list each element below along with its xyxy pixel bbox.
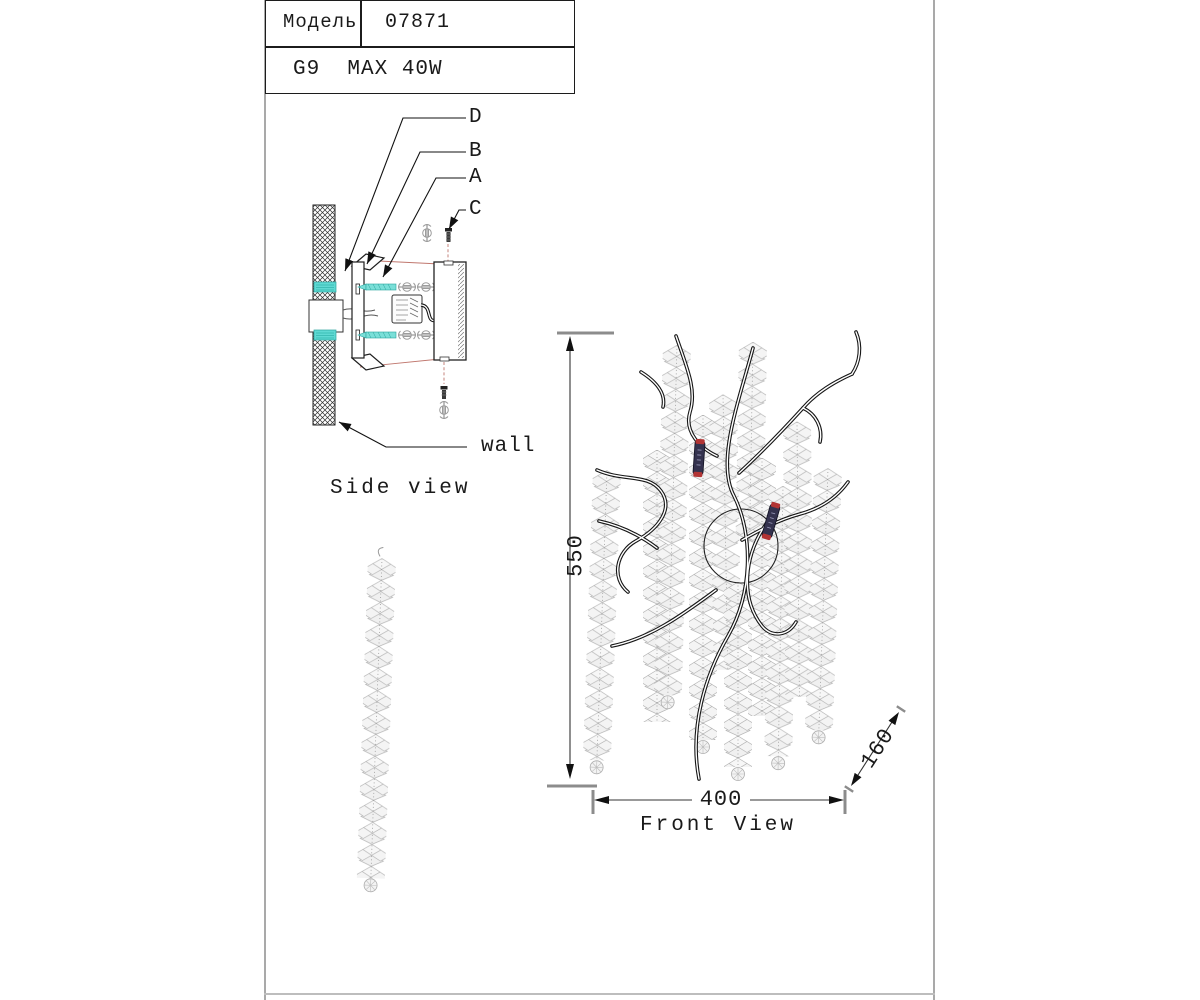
leader-line-wall (339, 422, 467, 447)
screw-head-icon (417, 283, 435, 292)
finial-screw-icon (440, 401, 449, 419)
small-screw (445, 228, 452, 242)
dim-depth-label: 160 (855, 723, 901, 774)
part-label-B: B (469, 140, 483, 163)
leader-line-D (345, 118, 466, 271)
side-view-title: Side view (330, 477, 471, 500)
finial-screw-icon (423, 224, 432, 242)
small-screw (441, 386, 448, 399)
socket-spec: G9 MAX 40W (293, 58, 443, 81)
leader-line-B (367, 152, 466, 264)
mounting-bracket (352, 254, 384, 370)
crystal-strand-detail (356, 547, 396, 892)
dim-width-label: 400 (692, 787, 750, 812)
backplate (434, 261, 466, 361)
screw-head-icon (398, 283, 416, 292)
bulb-socket (693, 439, 706, 478)
junction-box (309, 300, 378, 332)
part-label-D: D (469, 106, 483, 129)
screw-head-icon (398, 331, 416, 340)
leader-line-C (449, 210, 466, 229)
front-view (547, 332, 905, 815)
dim-height-label: 550 (563, 534, 589, 577)
model-label: Модель (283, 11, 358, 33)
model-value: 07871 (385, 11, 451, 34)
part-label-C: C (469, 198, 483, 221)
wall-label: wall (481, 435, 536, 458)
side-view (309, 118, 467, 447)
part-label-A: A (469, 166, 483, 189)
terminal-block (392, 295, 422, 323)
screw-head-icon (417, 331, 435, 340)
front-view-title: Front View (639, 814, 797, 837)
